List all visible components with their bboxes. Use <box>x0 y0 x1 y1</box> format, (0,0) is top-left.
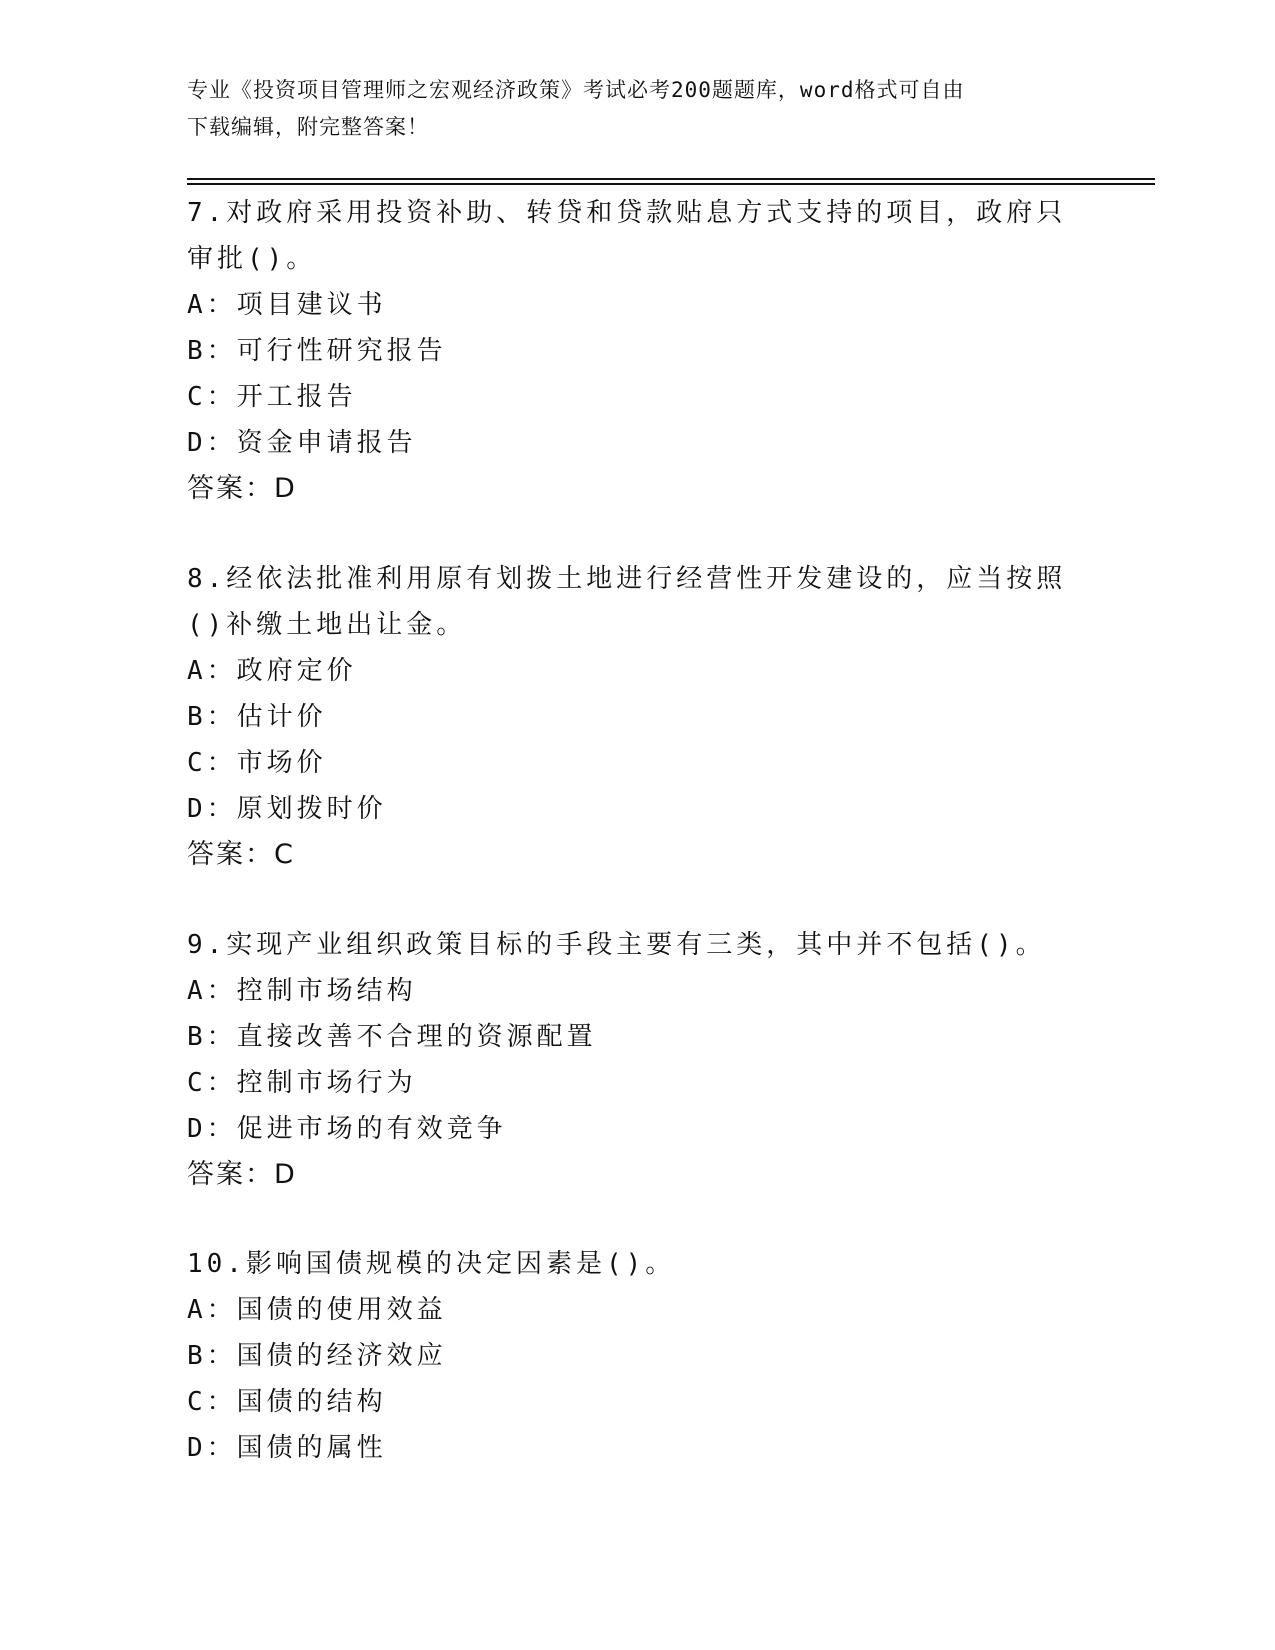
option-b: B：估计价 <box>187 702 327 732</box>
option-a: A：控制市场结构 <box>187 976 417 1006</box>
question-10 <box>187 1241 1067 1471</box>
question-stem: 10.影响国债规模的决定因素是()。 <box>187 1249 676 1279</box>
question-7 <box>187 190 1067 512</box>
option-a: A：项目建议书 <box>187 290 387 320</box>
option-d: D：原划拨时价 <box>187 794 387 824</box>
answer: 答案：D <box>187 1159 297 1190</box>
option-c: C：市场价 <box>187 748 327 778</box>
question-stem: 8.经依法批准利用原有划拨土地进行经营性开发建设的，应当按照()补缴土地出让金。 <box>187 564 1067 640</box>
option-c: C：国债的结构 <box>187 1387 387 1417</box>
answer: 答案：C <box>187 839 295 870</box>
option-a: A：国债的使用效益 <box>187 1295 447 1325</box>
header-line-1: 专业《投资项目管理师之宏观经济政策》考试必考200题题库，word格式可自由 <box>187 78 965 102</box>
header-line-2: 下载编辑，附完整答案！ <box>187 115 429 139</box>
question-stem: 9.实现产业组织政策目标的手段主要有三类，其中并不包括()。 <box>187 930 1046 960</box>
option-a: A：政府定价 <box>187 656 357 686</box>
option-b: B：可行性研究报告 <box>187 336 447 366</box>
question-stem: 7.对政府采用投资补助、转贷和贷款贴息方式支持的项目，政府只审批()。 <box>187 198 1067 274</box>
question-8 <box>187 556 1067 878</box>
option-c: C：控制市场行为 <box>187 1068 417 1098</box>
document-header <box>187 72 1067 146</box>
option-b: B：国债的经济效应 <box>187 1341 447 1371</box>
option-b: B：直接改善不合理的资源配置 <box>187 1022 597 1052</box>
answer: 答案：D <box>187 473 297 504</box>
question-9 <box>187 922 1067 1198</box>
header-divider-top <box>187 178 1155 180</box>
option-d: D：资金申请报告 <box>187 428 417 458</box>
option-c: C：开工报告 <box>187 382 357 412</box>
header-divider-bottom <box>187 183 1155 185</box>
option-d: D：国债的属性 <box>187 1433 387 1463</box>
option-d: D：促进市场的有效竞争 <box>187 1114 507 1144</box>
